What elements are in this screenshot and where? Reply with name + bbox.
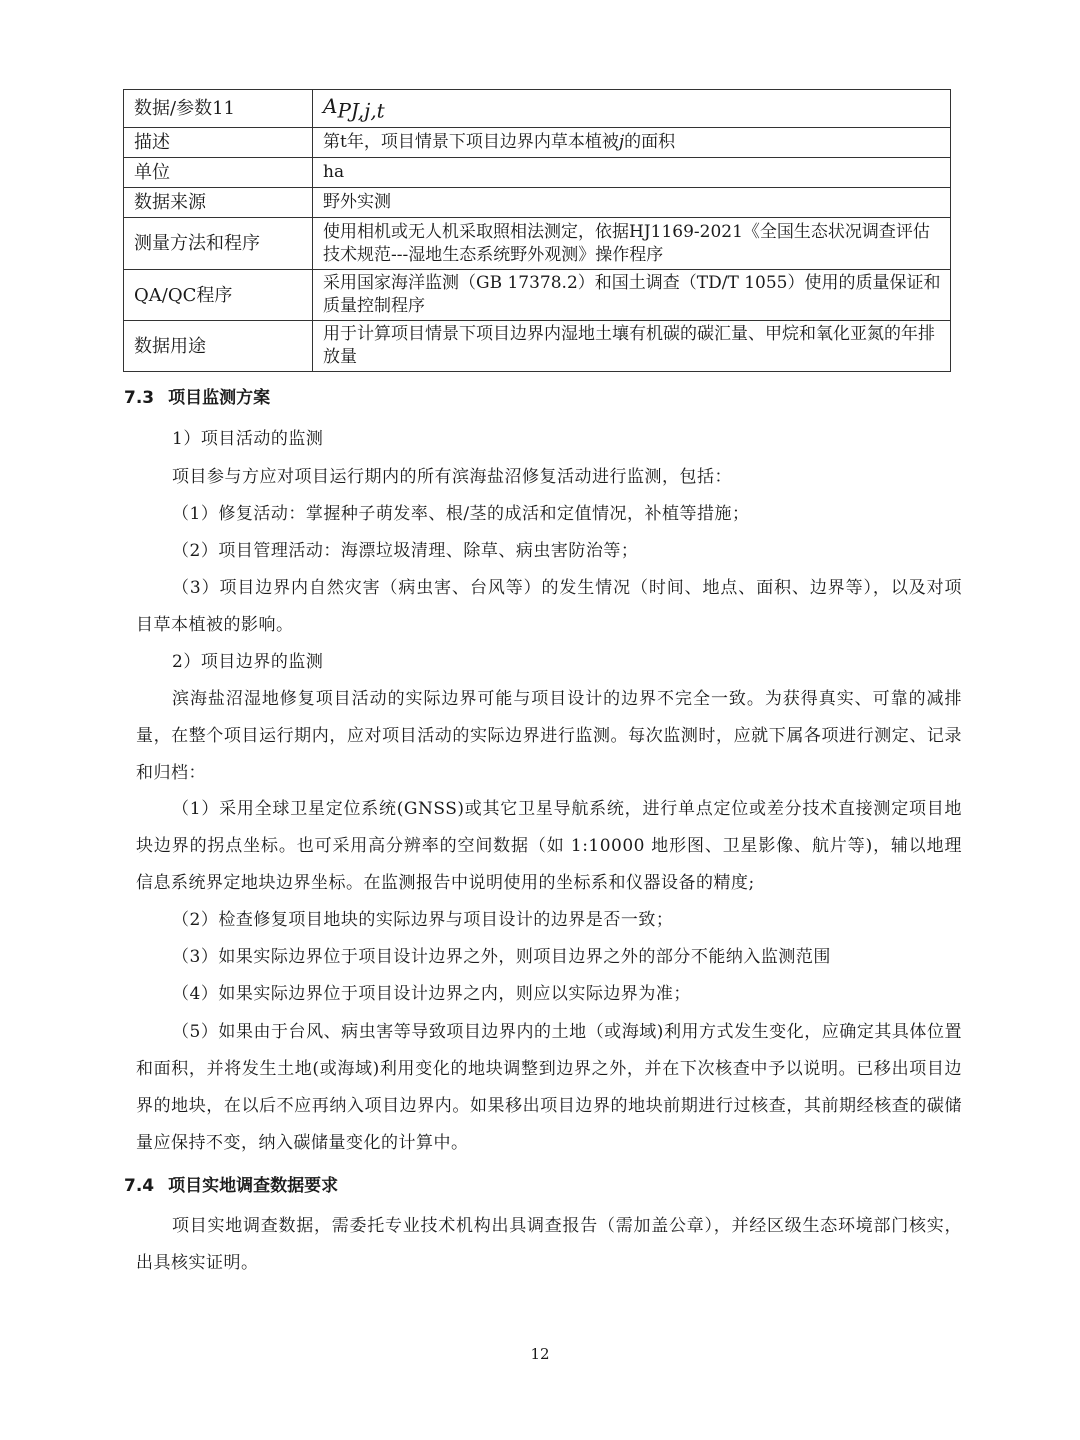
- table-value: ha: [313, 158, 951, 188]
- table-row: [124, 270, 951, 321]
- table-value: 用于计算项目情景下项目边界内湿地土壤有机碳的碳汇量、甲烷和氧化亚氮的年排放量: [313, 321, 951, 372]
- table-row: [124, 188, 951, 218]
- paragraph: 2）项目边界的监测: [172, 652, 324, 672]
- paragraph: （1）修复活动：掌握种子萌发率、根/茎的成活和定值情况，补植等措施；: [172, 504, 750, 524]
- parameter-symbol: $A_{PJ,j,t}$: [313, 90, 951, 128]
- page-number: 12: [530, 1345, 550, 1363]
- table-key: 单位: [124, 158, 313, 188]
- paragraph: （3）如果实际边界位于项目设计边界之外，则项目边界之外的部分不能纳入监测范围: [172, 947, 831, 967]
- table-row: [124, 218, 951, 270]
- paragraph: （3）项目边界内自然灾害（病虫害、台风等）的发生情况（时间、地点、面积、边界等），以及对项目草本植被的影响。: [136, 578, 962, 635]
- paragraph: 项目参与方应对项目运行期内的所有滨海盐沼修复活动进行监测，包括：: [172, 467, 732, 487]
- paragraph: （1）采用全球卫星定位系统(GNSS)或其它卫星导航系统，进行单点定位或差分技术直接测定项目地块边界的拐点坐标。也可采用高分辨率的空间数据（如 1:10000 地形图、卫星影像、航片等)，辅以地理信息系统界定地块边界坐标。在监测报告中说明使用的坐标系和仪器设备的精度;: [136, 799, 962, 893]
- parameter-table: [123, 89, 951, 372]
- table-value: 第t年，项目情景下项目边界内草本植被j的面积: [313, 128, 951, 158]
- section-heading-7-4: 7.4 项目实地调查数据要求: [124, 1176, 339, 1196]
- table-value: 使用相机或无人机采取照相法测定，依据HJ1169-2021《全国生态状况调查评估技术规范---湿地生态系统野外观测》操作程序: [313, 218, 951, 270]
- table-key: 数据/参数11: [124, 90, 313, 128]
- table-value: 采用国家海洋监测（GB 17378.2）和国土调查（TD/T 1055）使用的质量保证和质量控制程序: [313, 270, 951, 321]
- table-key: 描述: [124, 128, 313, 158]
- paragraph: （4）如果实际边界位于项目设计边界之内，则应以实际边界为准；: [172, 984, 691, 1004]
- table-row: [124, 90, 951, 128]
- table-row: [124, 158, 951, 188]
- paragraph: 项目实地调查数据，需委托专业技术机构出具调查报告（需加盖公章），并经区级生态环境部门核实，出具核实证明。: [136, 1216, 962, 1273]
- table-key: QA/QC程序: [124, 270, 313, 321]
- section-heading-7-3: 7.3 项目监测方案: [124, 388, 271, 408]
- table-row: [124, 321, 951, 372]
- table-key: 数据用途: [124, 321, 313, 372]
- table-key: 数据来源: [124, 188, 313, 218]
- paragraph: （2）检查修复项目地块的实际边界与项目设计的边界是否一致；: [172, 910, 674, 930]
- table-row: [124, 128, 951, 158]
- table-value: 野外实测: [313, 188, 951, 218]
- paragraph: 滨海盐沼湿地修复项目活动的实际边界可能与项目设计的边界不完全一致。为获得真实、可靠的减排量，在整个项目运行期内，应对项目活动的实际边界进行监测。每次监测时，应就下属各项进行测定、记录和归档：: [136, 689, 962, 783]
- paragraph: （2）项目管理活动：海漂垃圾清理、除草、病虫害防治等；: [172, 541, 639, 561]
- paragraph: （5）如果由于台风、病虫害等导致项目边界内的土地（或海域)利用方式发生变化，应确定其具体位置和面积，并将发生土地(或海域)利用变化的地块调整到边界之外，并在下次核查中予以说明。已移出项目边界的地块，在以后不应再纳入项目边界内。如果移出项目边界的地块前期进行过核查，其前期经核查的碳储量应保持不变，纳入碳储量变化的计算中。: [136, 1022, 962, 1153]
- table-key: 测量方法和程序: [124, 218, 313, 270]
- paragraph: 1）项目活动的监测: [172, 429, 324, 449]
